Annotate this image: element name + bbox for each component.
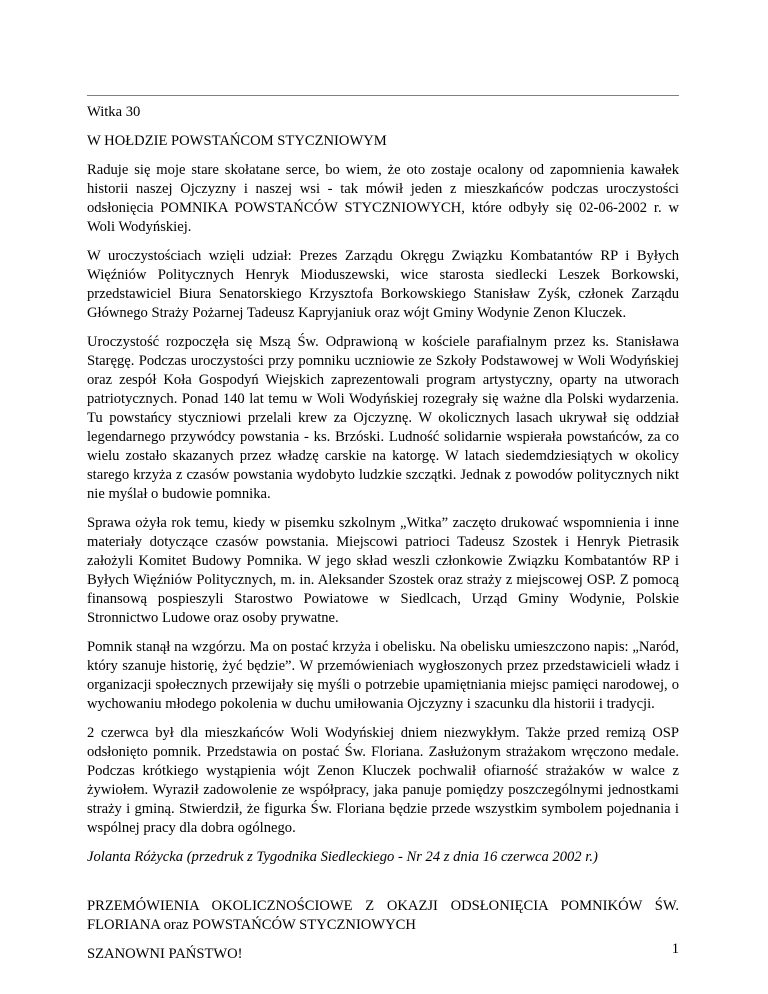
paragraph-5: Pomnik stanął na wzgórzu. Ma on postać krzyża i obelisku. Na obelisku umieszczono napis: „Naród, który szanuje historię, żyć będzie”. W przemówieniach wygłoszonych przez przedstawicieli władz i organizacji społecznych przewijały się myśli o potrzebie upamiętniania miejsc pamięci narodowej, o wychowaniu młodego pokolenia w duchu umiłowania Ojczyzny i szacunku dla historii i tradycji. bbox=[87, 639, 679, 712]
paragraph-6: 2 czerwca był dla mieszkańców Woli Wodyńskiej dniem niezwykłym. Także przed remizą OSP odsłonięto pomnik. Przedstawia on postać Św. Floriana. Zasłużonym strażakom wręczono medale. Podczas krótkiego wystąpienia wójt Zenon Kluczek pochwalił ofiarność strażaków w walce z żywiołem. Wyraził zadowolenie ze współpracy, jaka panuje pomiędzy poszczególnymi jednostkami straży i gminą. Stwierdził, że figurka Św. Floriana będzie przede wszystkim symbolem pojednania i wspólnej pracy dla dobra ogólnego. bbox=[87, 725, 679, 836]
salutation: SZANOWNI PAŃSTWO! bbox=[87, 946, 243, 962]
article-body bbox=[87, 103, 679, 974]
paragraph-2: W uroczystościach wzięli udział: Prezes Zarządu Okręgu Związku Kombatantów RP i Byłych Więźniów Politycznych Henryk Mioduszewski, wice starosta siedlecki Leszek Borkowski, przedstawiciel Biura Senatorskiego Krzysztofa Borkowskiego Stanisław Zyśk, członek Zarządu Głównego Straży Pożarnej Tadeusz Kapryjaniuk oraz wójt Gminy Wodynie Zenon Kluczek. bbox=[87, 248, 679, 321]
paragraph-1: Raduje się moje stare skołatane serce, bo wiem, że oto zostaje ocalony od zapomnienia kawałek historii naszej Ojczyzny i naszej wsi - tak mówił jeden z mieszkańców podczas uroczystości odsłonięcia POMNIKA POWSTAŃCÓW STYCZNIOWYCH, które odbyły się 02-06-2002 r. w Woli Wodyńskiej. bbox=[87, 162, 679, 235]
paragraph-4: Sprawa ożyła rok temu, kiedy w pisemku szkolnym „Witka” zaczęto drukować wspomnienia i inne materiały dotyczące czasów powstania. Miejscowi patrioci Tadeusz Szostek i Henryk Pietrasik założyli Komitet Budowy Pomnika. W jego skład weszli członkowie Związku Kombatantów RP i Byłych Więźniów Politycznych, m. in. Aleksander Szostek oraz straży z miejscowej OSP. Z pomocą finansową pospieszyli Starostwo Powiatowe w Siedlcach, Urząd Gminy Wodynie, Polskie Stronnictwo Ludowe oraz osoby prywatne. bbox=[87, 515, 679, 626]
byline: Jolanta Różycka (przedruk z Tygodnika Siedleckiego - Nr 24 z dnia 16 czerwca 2002 r.) bbox=[87, 849, 598, 865]
article-title: W HOŁDZIE POWSTAŃCOM STYCZNIOWYM bbox=[87, 133, 387, 149]
issue-header: Witka 30 bbox=[87, 104, 141, 120]
page-number: 1 bbox=[671, 941, 679, 957]
paragraph-3: Uroczystość rozpoczęła się Mszą Św. Odprawioną w kościele parafialnym przez ks. Stanisława Staręgę. Podczas uroczystości przy pomniku uczniowie ze Szkoły Podstawowej w Woli Wodyńskiej oraz zespół Koła Gospodyń Wiejskich zaprezentowali program artystyczny, oparty na utworach patriotycznych. Ponad 140 lat temu w Woli Wodyńskiej rozegrały się ważne dla Polski wydarzenia. Tu powstańcy styczniowi przelali krew za Ojczyznę. W okolicznych lasach ukrywał się oddział legendarnego przywódcy powstania - ks. Brzóski. Ludność solidarnie wspierała powstańców, za co wielu zostało skazanych przez władzę carskie na katorgę. W latach siedemdziesiątych w okolicy starego krzyża z czasów powstania wydobyto ludzkie szczątki. Jednak z powodów politycznych nikt nie myślał o budowie pomnika. bbox=[87, 334, 679, 502]
header-rule bbox=[87, 95, 679, 96]
section-heading: PRZEMÓWIENIA OKOLICZNOŚCIOWE Z OKAZJI ODSŁONIĘCIA POMNIKÓW ŚW. FLORIANA oraz POWSTAŃCÓW STYCZNIOWYCH bbox=[87, 898, 679, 933]
